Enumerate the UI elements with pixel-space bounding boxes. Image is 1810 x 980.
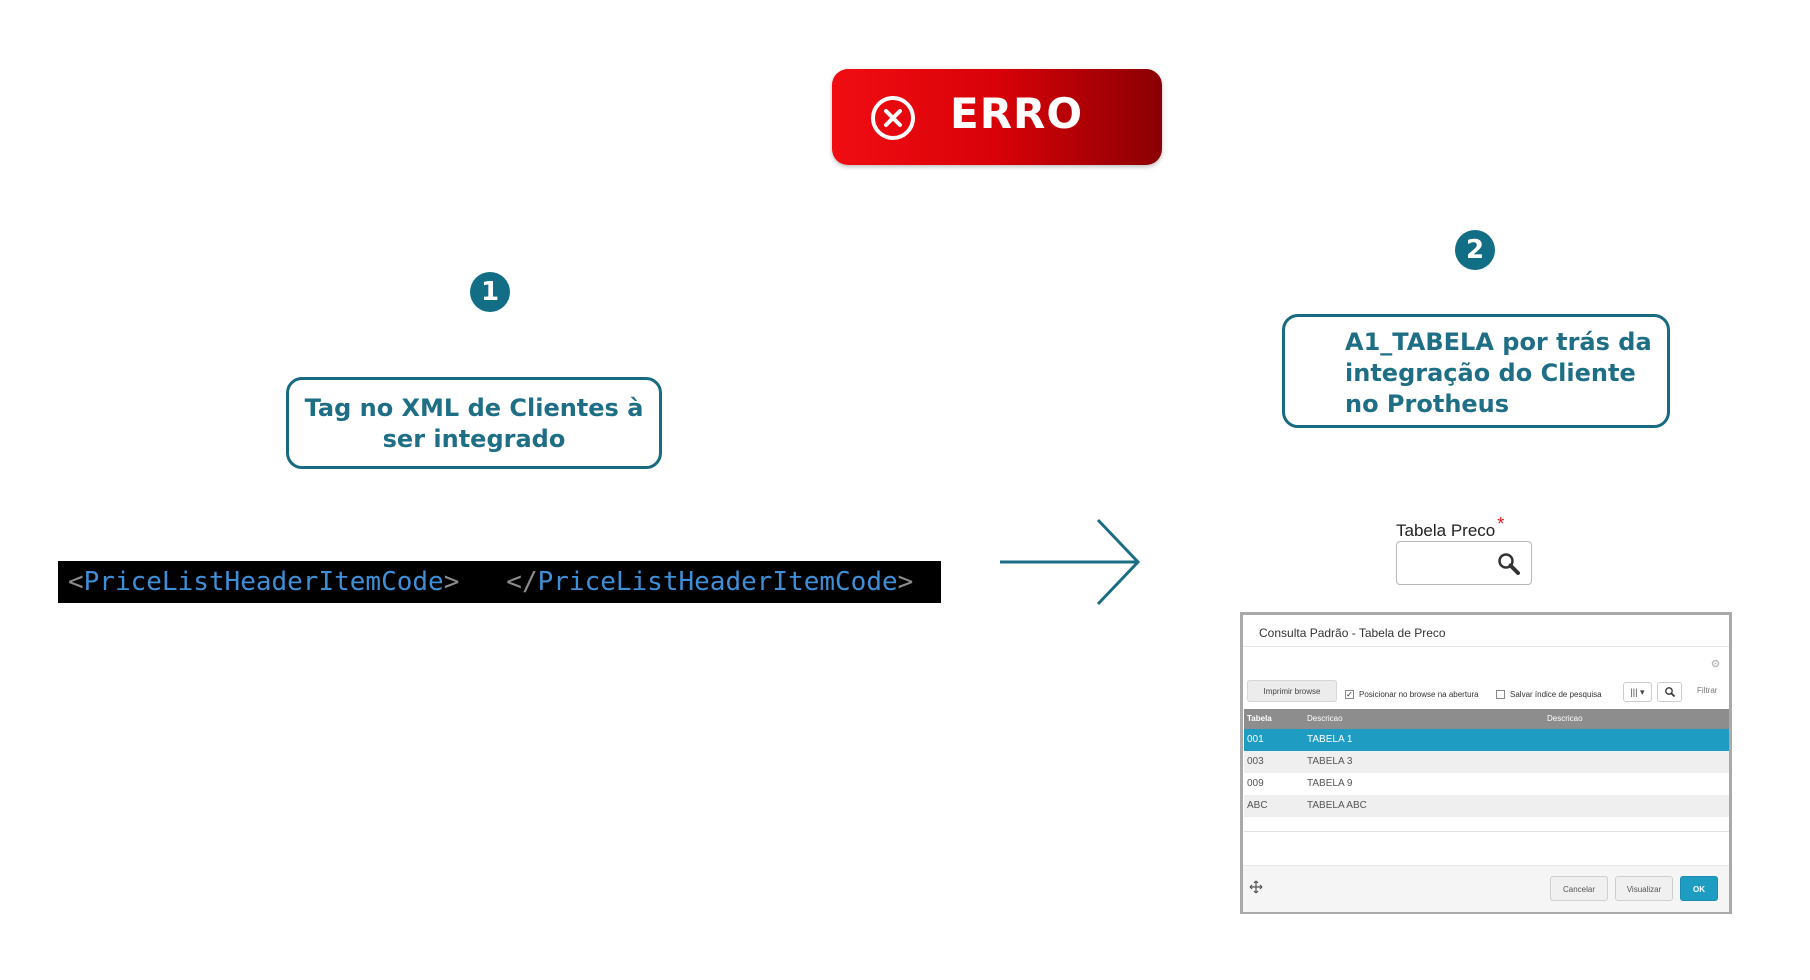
ok-button[interactable]: OK [1680,876,1718,901]
cancel-button[interactable]: Cancelar [1550,876,1608,901]
table-row[interactable] [1244,795,1729,817]
step-2-callout [1282,314,1670,428]
dialog-title: Consulta Padrão - Tabela de Preco [1259,626,1446,640]
search-button[interactable] [1657,682,1682,702]
cell-desc: TABELA ABC [1307,800,1367,811]
tabela-preco-input[interactable] [1396,541,1532,585]
required-mark: * [1497,514,1505,534]
column-header[interactable]: Descricao [1307,714,1343,723]
step-1-callout [286,377,662,469]
save-index-label: Salvar índice de pesquisa [1510,690,1602,699]
position-browse-checkbox[interactable]: ✓ [1346,690,1353,699]
close-circle-icon [870,95,916,141]
callout-line: integração do Cliente [1345,359,1636,387]
table-row[interactable] [1244,729,1729,751]
cell-code: 003 [1247,756,1264,767]
cell-code: 009 [1247,778,1264,789]
chevron-down-icon: ▾ [1640,687,1645,697]
error-label: ERRO [950,89,1084,138]
xml-open-tag: PriceListHeaderItemCode [83,567,444,597]
callout-line: no Protheus [1345,390,1510,418]
callout-line: Tag no XML de Clientes à [304,394,644,422]
move-icon[interactable] [1249,880,1263,894]
cell-desc: TABELA 9 [1307,778,1353,789]
table-row[interactable] [1244,751,1729,773]
tabela-preco-label: Tabela Preco * [1396,514,1505,540]
column-header[interactable]: Tabela [1247,714,1272,723]
dialog-footer [1243,865,1729,912]
search-icon [1664,686,1676,698]
cell-code: 001 [1247,734,1264,745]
callout-line: ser integrado [382,425,566,453]
column-header[interactable]: Descricao [1547,714,1583,723]
divider [1244,831,1729,832]
callout-line: A1_TABELA por trás da [1345,328,1652,356]
columns-select[interactable]: ||| ▾ [1623,682,1652,702]
arrow-right-icon [998,518,1142,606]
table-row[interactable] [1244,773,1729,795]
search-icon[interactable] [1497,552,1521,576]
filter-link[interactable]: Filtrar [1697,686,1718,695]
view-button[interactable]: Visualizar [1615,876,1673,901]
step-2-badge: 2 [1455,230,1495,270]
cell-desc: TABELA 3 [1307,756,1353,767]
cell-code: ABC [1247,800,1268,811]
error-banner [832,69,1162,165]
xml-tag-snippet: <PriceListHeaderItemCode> </PriceListHeaderItemCode> [58,561,941,603]
consulta-padrao-dialog [1240,612,1732,914]
divider [1243,646,1729,647]
gear-icon[interactable] [1710,658,1721,669]
save-index-checkbox[interactable] [1496,690,1505,699]
results-table [1244,709,1729,817]
xml-close-tag: PriceListHeaderItemCode [537,567,898,597]
cell-desc: TABELA 1 [1307,734,1353,745]
position-browse-label: Posicionar no browse na abertura [1359,690,1479,699]
step-1-badge: 1 [470,272,510,312]
print-browse-button[interactable]: Imprimir browse [1247,680,1337,702]
table-header [1244,709,1729,729]
